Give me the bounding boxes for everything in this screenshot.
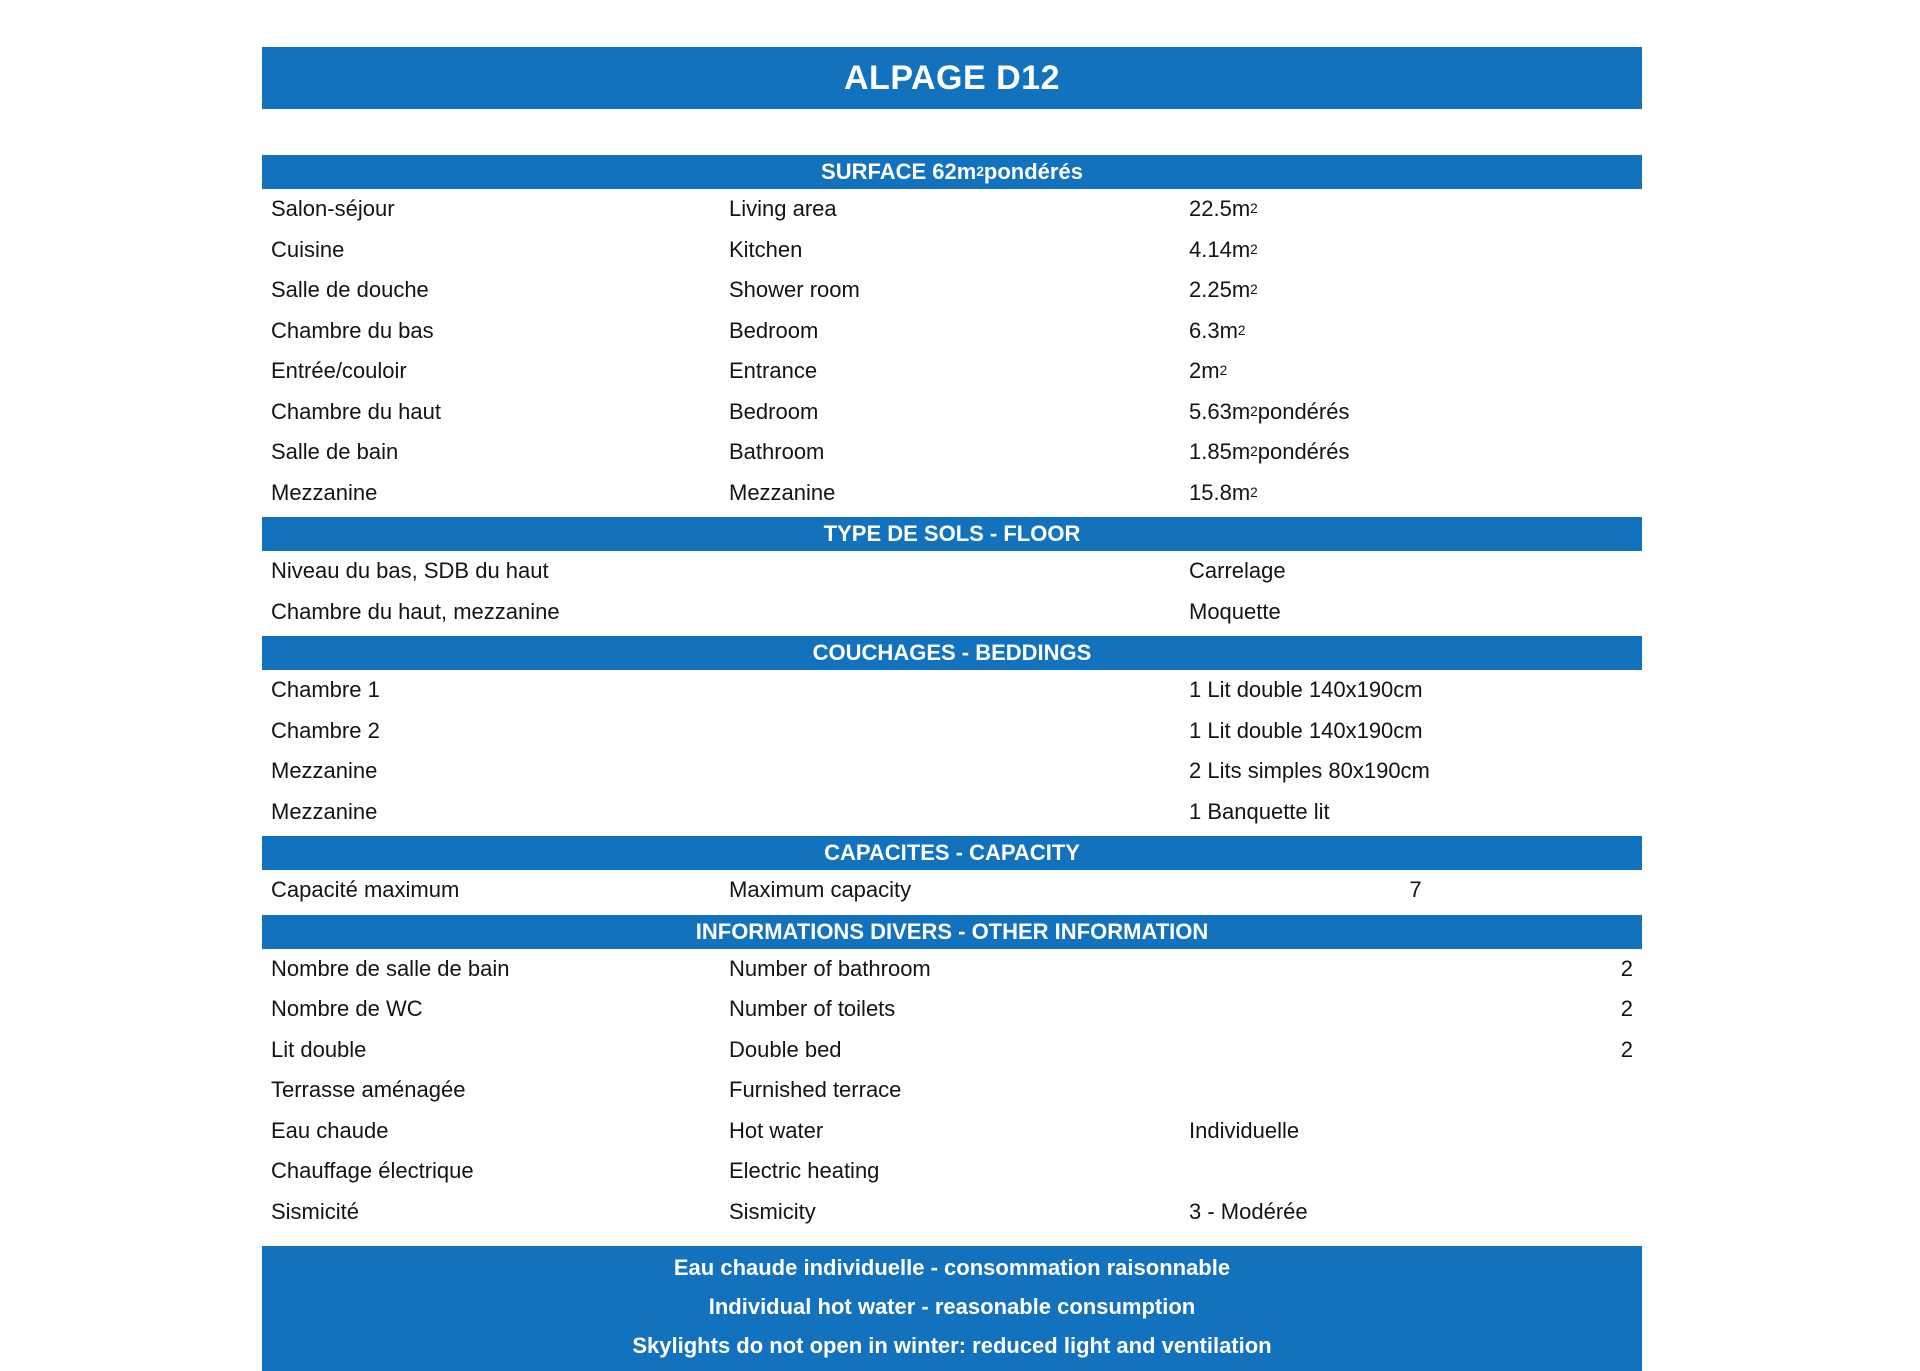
section-header-text: INFORMATIONS DIVERS - OTHER INFORMATION xyxy=(695,918,1209,944)
section-header-text: SURFACE 62m xyxy=(821,159,977,184)
row-value-text: 5.63m xyxy=(1189,398,1251,424)
row-value-text: Carrelage xyxy=(1189,558,1286,584)
row-label-fr: Chambre du haut, mezzanine xyxy=(271,598,560,624)
row-label-en: Entrance xyxy=(729,358,818,384)
row-value-text: 6.3m xyxy=(1189,317,1238,343)
page-title: ALPAGE D12 xyxy=(844,58,1060,97)
row-label-en: Bedroom xyxy=(729,317,819,343)
row-label-fr: Mezzanine xyxy=(271,758,378,784)
row-label-en: Shower room xyxy=(729,277,860,303)
row-label-en: Electric heating xyxy=(729,1158,880,1184)
row-value-suffix: pondérés xyxy=(1257,439,1350,465)
table-row xyxy=(262,311,1642,352)
row-label-fr: Capacité maximum xyxy=(271,877,460,903)
table-row xyxy=(262,670,1642,711)
row-value-cell xyxy=(1189,758,1642,784)
row-label-fr: Chauffage électrique xyxy=(271,1158,474,1184)
row-value-cell: 1.85m 2 pondérés xyxy=(1189,439,1350,465)
row-value-cell xyxy=(1189,956,1642,982)
row-label-en: Kitchen xyxy=(729,236,803,262)
row-label-en: Maximum capacity xyxy=(729,877,912,903)
table-row xyxy=(262,351,1642,392)
row-value-number: 2 xyxy=(1620,996,1633,1022)
table-row xyxy=(262,473,1642,514)
table-row xyxy=(262,1070,1642,1111)
row-value-text: 1 Lit double 140x190cm xyxy=(1189,717,1423,743)
table-row xyxy=(262,870,1642,911)
section-header xyxy=(262,836,1642,870)
table-row xyxy=(262,1151,1642,1192)
table-row xyxy=(262,792,1642,833)
section-header xyxy=(262,636,1642,670)
row-value-cell: 2m 2 xyxy=(1189,358,1228,384)
row-value-cell xyxy=(1189,1199,1642,1225)
row-value-cell xyxy=(1189,799,1642,825)
row-label-fr: Salon-séjour xyxy=(271,196,395,222)
table-row xyxy=(262,592,1642,633)
row-label-fr: Entrée/couloir xyxy=(271,358,407,384)
row-value-number: 2 xyxy=(1620,1036,1633,1062)
section-header xyxy=(262,915,1642,949)
table-row xyxy=(262,751,1642,792)
property-sheet xyxy=(262,47,1642,1371)
row-label-fr: Niveau du bas, SDB du haut xyxy=(271,558,549,584)
row-label-fr: Chambre du bas xyxy=(271,317,434,343)
row-label-fr: Salle de douche xyxy=(271,277,429,303)
row-value-text: 15.8m xyxy=(1189,479,1251,505)
table-row xyxy=(262,230,1642,271)
row-label-en: Mezzanine xyxy=(729,479,836,505)
row-label-en: Double bed xyxy=(729,1036,842,1062)
table-row xyxy=(262,989,1642,1030)
row-value-text: 7 xyxy=(1409,877,1422,903)
section-header: SURFACE 62m 2 pondérés xyxy=(262,155,1642,189)
row-value-cell: 2.25m 2 xyxy=(1189,277,1258,303)
table-row xyxy=(262,392,1642,433)
row-value-suffix: pondérés xyxy=(1257,398,1350,424)
row-value-cell xyxy=(1189,558,1642,584)
title-banner xyxy=(262,47,1642,109)
table-row xyxy=(262,270,1642,311)
row-label-fr: Nombre de salle de bain xyxy=(271,955,510,981)
footer-note-skylights: Skylights do not open in winter: reduced light and ventilation xyxy=(632,1333,1272,1358)
row-label-fr: Mezzanine xyxy=(271,479,378,505)
row-value-text: 3 - Modérée xyxy=(1189,1198,1308,1224)
section-header xyxy=(262,517,1642,551)
footer-note-fr: Eau chaude individuelle - consommation raisonnable xyxy=(673,1255,1231,1280)
row-value-cell xyxy=(1189,1118,1642,1144)
row-value-text: 4.14m xyxy=(1189,236,1251,262)
row-label-en: Bedroom xyxy=(729,398,819,424)
table-row xyxy=(262,949,1642,990)
table-row xyxy=(262,551,1642,592)
row-value-text: 2 Lits simples 80x190cm xyxy=(1189,758,1430,784)
row-label-en: Hot water xyxy=(729,1117,824,1143)
sections xyxy=(262,155,1642,1232)
row-value-cell: 6.3m 2 xyxy=(1189,317,1246,343)
row-label-fr: Mezzanine xyxy=(271,798,378,824)
row-value-text: Moquette xyxy=(1189,598,1281,624)
row-value-cell xyxy=(1189,677,1642,703)
row-value-cell: 15.8m 2 xyxy=(1189,479,1258,505)
table-row xyxy=(262,1192,1642,1233)
row-label-en: Number of toilets xyxy=(729,996,896,1022)
table-row xyxy=(262,189,1642,230)
row-value-cell: 4.14m 2 xyxy=(1189,236,1258,262)
row-label-en: Bathroom xyxy=(729,439,825,465)
row-value-cell xyxy=(1189,718,1642,744)
row-label-fr: Terrasse aménagée xyxy=(271,1077,466,1103)
row-label-fr: Chambre 2 xyxy=(271,717,380,743)
row-label-fr: Sismicité xyxy=(271,1198,360,1224)
row-label-fr: Nombre de WC xyxy=(271,996,423,1022)
table-row xyxy=(262,711,1642,752)
row-value-cell xyxy=(1189,1037,1642,1063)
row-value-cell xyxy=(1189,996,1642,1022)
row-value-text: Individuelle xyxy=(1189,1117,1300,1143)
row-label-en: Sismicity xyxy=(729,1198,816,1224)
row-value-cell xyxy=(1189,877,1642,903)
row-label-fr: Chambre 1 xyxy=(271,677,380,703)
footer-banner xyxy=(262,1246,1642,1371)
row-label-fr: Lit double xyxy=(271,1036,367,1062)
row-value-cell: 5.63m 2 pondérés xyxy=(1189,398,1350,424)
section-header-text: TYPE DE SOLS - FLOOR xyxy=(823,521,1081,546)
row-value-number: 2 xyxy=(1620,955,1633,981)
row-label-fr: Chambre du haut xyxy=(271,398,441,424)
section-header-text: COUCHAGES - BEDDINGS xyxy=(812,640,1092,665)
table-row xyxy=(262,1030,1642,1071)
row-value-text: 2m xyxy=(1189,358,1220,384)
row-label-en: Furnished terrace xyxy=(729,1077,902,1103)
row-label-en: Living area xyxy=(729,196,837,222)
row-label-fr: Eau chaude xyxy=(271,1117,389,1143)
row-value-text: 1.85m xyxy=(1189,439,1251,465)
row-value-cell xyxy=(1189,599,1642,625)
table-row xyxy=(262,432,1642,473)
row-value-text: 1 Lit double 140x190cm xyxy=(1189,677,1423,703)
row-label-fr: Cuisine xyxy=(271,236,345,262)
footer-note-en: Individual hot water - reasonable consumption xyxy=(708,1294,1196,1319)
section-header-suffix: pondérés xyxy=(983,159,1083,184)
section-header-text: CAPACITES - CAPACITY xyxy=(824,840,1080,865)
row-value-text: 1 Banquette lit xyxy=(1189,798,1330,824)
row-value-text: 22.5m xyxy=(1189,196,1251,222)
row-value-text: 2.25m xyxy=(1189,277,1251,303)
row-label-en: Number of bathroom xyxy=(729,955,931,981)
row-label-fr: Salle de bain xyxy=(271,439,399,465)
row-value-cell: 22.5m 2 xyxy=(1189,196,1258,222)
table-row xyxy=(262,1111,1642,1152)
